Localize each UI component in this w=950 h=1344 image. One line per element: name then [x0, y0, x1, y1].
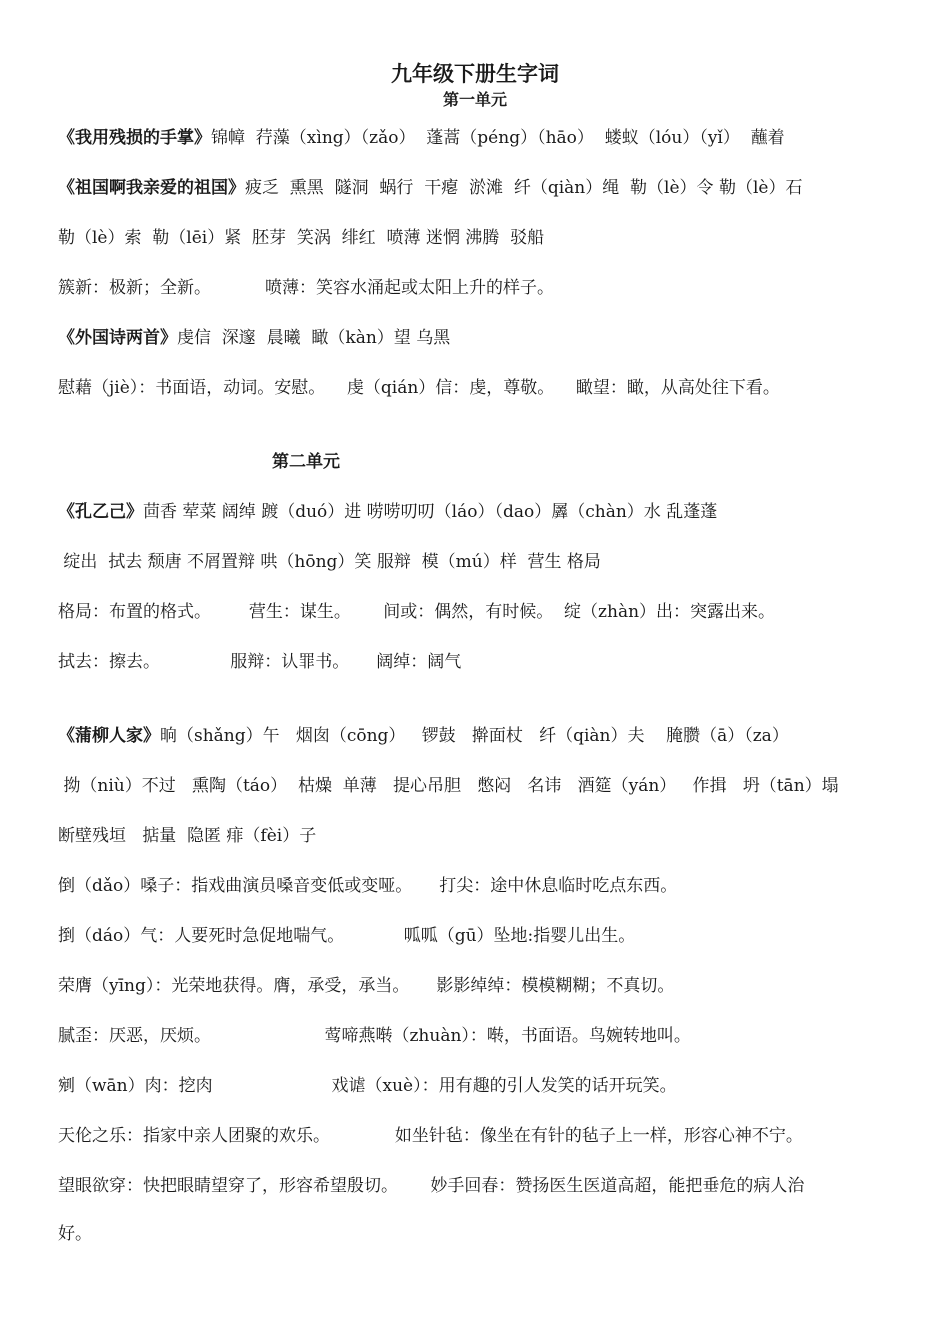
- definition-line: 簇新：极新；全新。 喷薄：笑容水涌起或太阳上升的样子。: [58, 278, 555, 298]
- definition-line: 剜（wān）肉：挖肉 戏谑（xuè）：用有趣的引人发笑的话开玩笑。: [58, 1076, 677, 1096]
- definition-line: 慰藉（jiè）：书面语，动词。安慰。 虔（qián）信：虔，尊敬。 瞰望：瞰，从高处往下看。: [58, 378, 780, 398]
- definition-line: 腻歪：厌恶，厌烦。 莺啼燕啭（zhuàn）：啭，书面语。鸟婉转地叫。: [58, 1026, 691, 1046]
- definition-line: 望眼欲穿：快把眼睛望穿了，形容希望殷切。 妙手回春：赞扬医生医道高超，能把垂危的病人治: [58, 1176, 805, 1196]
- unit2-heading: 第二单元: [272, 452, 340, 472]
- vocab-line: [58, 724, 898, 748]
- vocab-line: 勒（lè）索 勒（lēi）紧 胚芽 笑涡 绯红 喷薄 迷惘 沸腾 驳船: [58, 228, 545, 248]
- vocab-line: [58, 176, 898, 200]
- vocab-line: 断壁残垣 掂量 隐匿 痱（fèi）子: [58, 826, 317, 846]
- vocab-line: [58, 326, 898, 350]
- definition-line: 好。: [58, 1224, 92, 1244]
- unit1-heading: 第一单元: [442, 90, 507, 109]
- definition-line: 荣膺（yīng）：光荣地获得。膺，承受，承当。 影影绰绰：模模糊糊；不真切。: [58, 976, 675, 996]
- page-title: 九年级下册生字词: [391, 61, 559, 86]
- lesson-title: 《外国诗两首》: [58, 328, 177, 348]
- definition-line: 捯（dáo）气：人要死时急促地喘气。 呱呱（gū）坠地:指婴儿出生。: [58, 926, 636, 946]
- lesson-title: 《孔乙己》: [58, 502, 143, 522]
- definition-line: 天伦之乐：指家中亲人团聚的欢乐。 如坐针毡：像坐在有针的毡子上一样，形容心神不宁。: [58, 1126, 803, 1146]
- vocab-line: 绽出 拭去 颓唐 不屑置辩 哄（hōng）笑 服辩 模（mú）样 营生 格局: [58, 552, 601, 572]
- vocab-line: 拗（niù）不过 熏陶（táo） 枯燥 单薄 提心吊胆 憋闷 名讳 酒筵（yán） 作揖 坍（tān）塌: [58, 776, 839, 796]
- vocab-text: 茴香 荤菜 阔绰 踱（duó）进 唠唠叨叨（láo）（dao）羼（chàn）水 乱蓬蓬: [143, 502, 718, 522]
- vocab-text: 晌（shǎng）午 烟囱（cōng） 锣鼓 擀面杖 纤（qiàn）夫 腌臜（ā）（za）: [160, 726, 789, 746]
- vocab-text: 疲乏 熏黑 隧洞 蜗行 干瘪 淤滩 纤（qiàn）绳 勒（lè）令 勒（lè）石: [245, 178, 803, 198]
- definition-line: 倒（dǎo）嗓子：指戏曲演员嗓音变低或变哑。 打尖：途中休息临时吃点东西。: [58, 876, 678, 896]
- vocab-line: [58, 500, 898, 524]
- lesson-title: 《我用残损的手掌》: [58, 128, 211, 148]
- vocab-line: [58, 126, 898, 150]
- vocab-text: 锦幛 荇藻（xìng）（zǎo） 蓬蒿（péng）（hāo） 蝼蚁（lóu）（yǐ） 蘸着: [211, 128, 785, 148]
- lesson-title: 《蒲柳人家》: [58, 726, 160, 746]
- definition-line: 格局：布置的格式。 营生：谋生。 间或：偶然，有时候。 绽（zhàn）出：突露出来。: [58, 602, 776, 622]
- lesson-title: 《祖国啊我亲爱的祖国》: [58, 178, 245, 198]
- vocab-text: 虔信 深邃 晨曦 瞰（kàn）望 乌黑: [177, 328, 451, 348]
- definition-line: 拭去：擦去。 服辩：认罪书。 阔绰：阔气: [58, 652, 462, 672]
